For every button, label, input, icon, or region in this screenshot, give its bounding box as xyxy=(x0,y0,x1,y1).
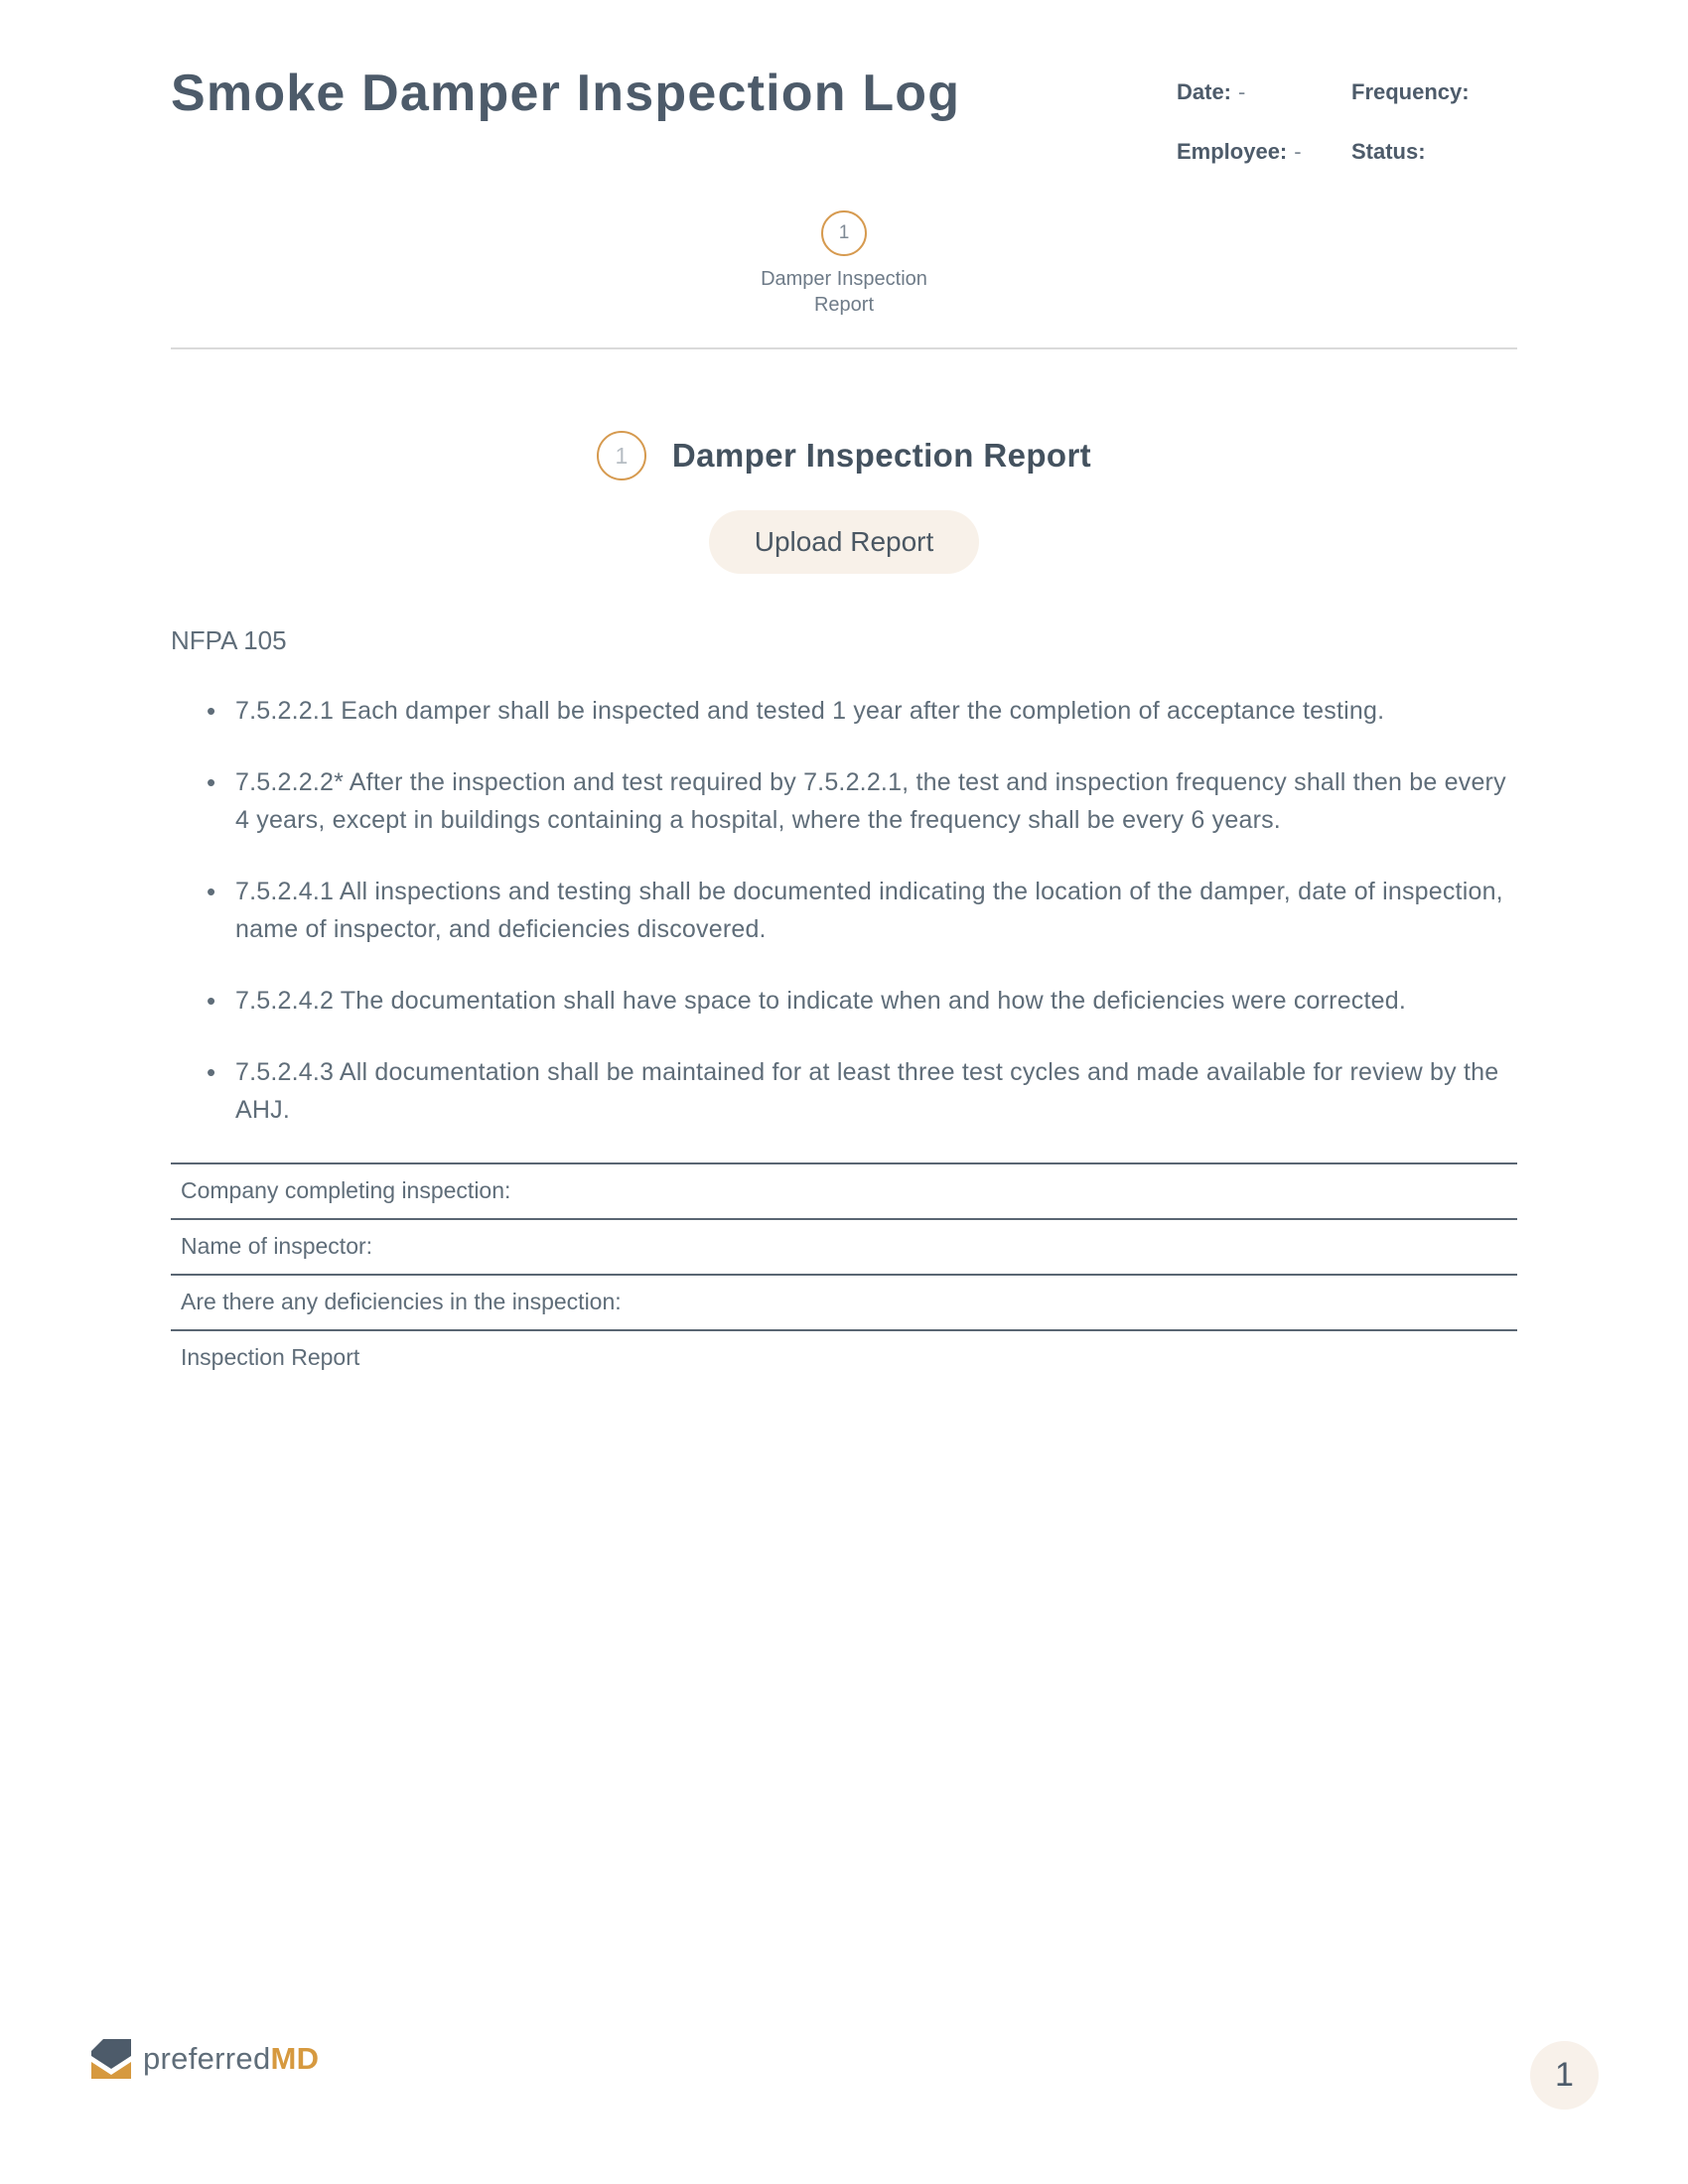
checkmark-box-logo-icon xyxy=(89,2037,133,2081)
form-row-deficiencies: Are there any deficiencies in the inspection: xyxy=(171,1274,1517,1329)
section-number: 1 xyxy=(615,442,629,469)
employee-label: Employee: xyxy=(1177,139,1288,164)
form-row-inspector: Name of inspector: xyxy=(171,1218,1517,1274)
date-value: - xyxy=(1238,79,1246,104)
bullet-item: • 7.5.2.2.2* After the inspection and test required by 7.5.2.2.1, the test and inspection frequency shall then be every 4 years, except in buildings containing a hospital, where the frequency shall be every 6 years. xyxy=(171,763,1517,839)
bullet-item: • 7.5.2.2.1 Each damper shall be inspected and tested 1 year after the completion of acceptance testing. xyxy=(171,692,1517,730)
stepper xyxy=(0,210,1688,318)
employee-value: - xyxy=(1294,139,1302,164)
brand-suffix: MD xyxy=(270,2041,320,2076)
header-divider xyxy=(171,347,1517,349)
brand-logo xyxy=(89,2037,319,2081)
step-indicator-circle[interactable] xyxy=(821,210,867,256)
section-title: Damper Inspection Report xyxy=(671,437,1092,474)
section-number-badge xyxy=(597,431,646,480)
date-label: Date: xyxy=(1177,79,1232,104)
brand-prefix: preferred xyxy=(143,2041,271,2076)
brand-wordmark xyxy=(143,2041,319,2077)
nfpa-bullet-list xyxy=(171,692,1517,1129)
status-label: Status: xyxy=(1351,139,1426,164)
frequency-field xyxy=(1351,79,1517,105)
code-reference: NFPA 105 xyxy=(171,625,287,655)
form-row-company: Company completing inspection: xyxy=(171,1162,1517,1218)
status-field xyxy=(1351,139,1517,165)
page-number-badge xyxy=(1530,2041,1599,2110)
section-heading xyxy=(0,431,1688,480)
bullet-item: • 7.5.2.4.1 All inspections and testing shall be documented indicating the location of the damper, date of inspection, name of inspector, and deficiencies discovered. xyxy=(171,873,1517,948)
step-number: 1 xyxy=(838,222,850,243)
header-meta xyxy=(1177,66,1517,165)
form-row-inspection-report: Inspection Report xyxy=(171,1329,1517,1385)
step-label: Damper Inspection Report xyxy=(761,268,927,316)
employee-field xyxy=(1177,139,1351,165)
bullet-item: • 7.5.2.4.2 The documentation shall have space to indicate when and how the deficiencies were corrected. xyxy=(171,982,1517,1020)
date-field xyxy=(1177,79,1351,105)
bullet-item: • 7.5.2.4.3 All documentation shall be maintained for at least three test cycles and made available for review by the AHJ. xyxy=(171,1053,1517,1129)
frequency-label: Frequency: xyxy=(1351,79,1470,104)
inspection-form xyxy=(171,1162,1517,1385)
upload-report-button[interactable]: Upload Report xyxy=(709,510,980,574)
page-title: Smoke Damper Inspection Log xyxy=(171,65,961,122)
upload-button-container xyxy=(0,510,1688,574)
header xyxy=(0,0,1688,165)
page-number: 1 xyxy=(1555,2056,1574,2094)
